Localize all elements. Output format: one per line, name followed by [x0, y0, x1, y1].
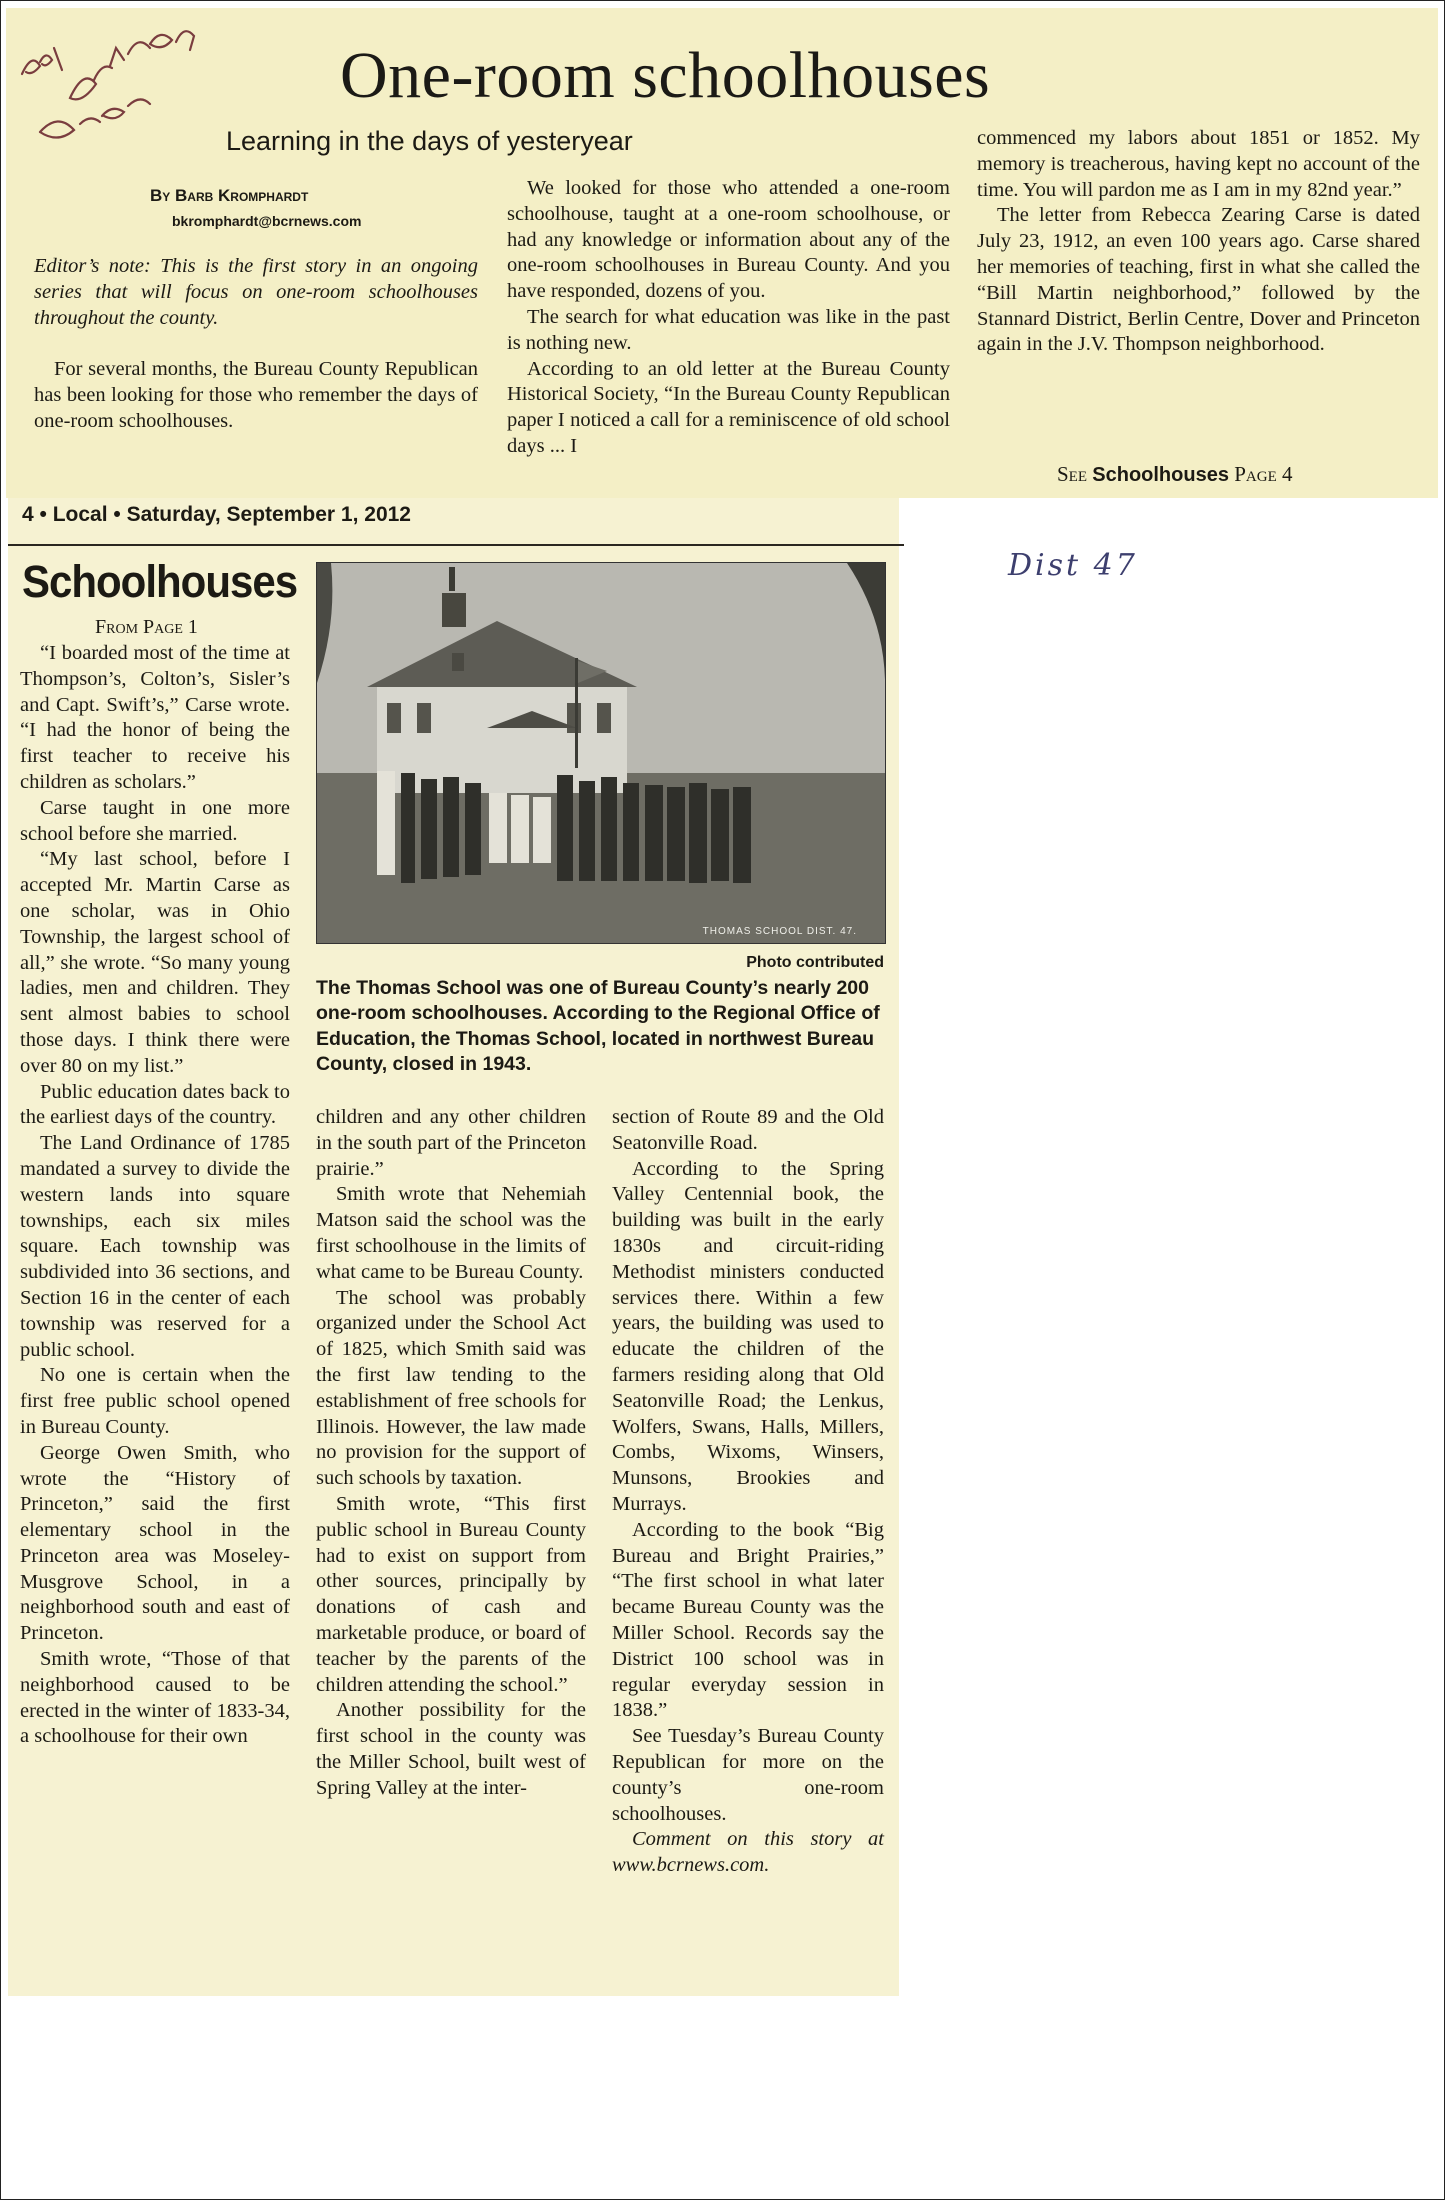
folio-rule: [8, 544, 904, 546]
see-prefix: See: [1057, 462, 1088, 486]
paragraph: According to the Spring Valley Centennial book, the building was built in the early 1830s and circuit-riding Methodist ministers conducted services there. Within a few years, the building was used to educate the children of the farmers residing along that Old Seatonville Road; the Lenkus, Wolfers, Swans, Halls, Millers, Combs, Wixoms, Winsers, Munsons, Brookies and Murrays.: [612, 1157, 884, 1515]
paragraph: Smith wrote that Nehemiah Matson said the school was the first schoolhouse in the limits of what came to be Bureau County.: [316, 1183, 586, 1283]
jump-headline: Schoolhouses: [22, 556, 298, 607]
see-target: Schoolhouses: [1092, 464, 1229, 486]
byline: By Barb Kromphardt: [150, 186, 309, 205]
paragraph: No one is certain when the first free public school opened in Bureau County.: [20, 1364, 290, 1438]
author-email: bkromphardt@bcrnews.com: [172, 213, 362, 229]
paragraph: Another possibility for the first school in the county was the Miller School, built west of Spring Valley at the inter-: [316, 1699, 586, 1799]
paragraph: Public education dates back to the earliest days of the country.: [20, 1080, 290, 1129]
see-page: Page 4: [1234, 462, 1293, 486]
page-folio: 4 • Local • Saturday, September 1, 2012: [22, 503, 411, 526]
paragraph: For several months, the Bureau County Republican has been looking for those who remember the days of one-room schoolhouses.: [34, 358, 478, 432]
paragraph: “My last school, before I accepted Mr. Martin Carse as one scholar, was in Ohio Township, the largest school of all,” she wrote. “So many young ladies, men and children. They sent almost babies to school those days. I think there were over 80 on my list.”: [20, 848, 290, 1077]
paragraph: section of Route 89 and the Old Seatonville Road.: [612, 1106, 884, 1154]
front-column-2: [507, 176, 950, 460]
editors-note: Editor’s note: This is the first story in an ongoing series that will focus on one-room schoolhouses throughout the county.: [34, 255, 478, 329]
jump-column-2: [316, 1105, 586, 1802]
from-page-label: From Page 1: [95, 616, 198, 638]
photo-credit: Photo contributed: [746, 954, 884, 971]
subheadline: Learning in the days of yesteryear: [226, 126, 633, 156]
comment-prompt: Comment on this story at www.bcrnews.com.: [612, 1828, 884, 1877]
paragraph: See Tuesday’s Bureau County Republican for more on the county’s one-room schoolhouses.: [612, 1725, 884, 1825]
paragraph: According to an old letter at the Bureau County Historical Society, “In the Bureau County Republican paper I noticed a call for a reminiscence of old school days ... I: [507, 357, 950, 457]
photo-inscription: THOMAS SCHOOL DIST. 47.: [702, 926, 857, 937]
handwritten-date-note: [10, 14, 230, 164]
paragraph: Carse taught in one more school before she married.: [20, 796, 290, 845]
paragraph: Smith wrote, “Those of that neighborhood caused to be erected in the winter of 1833-34, a schoolhouse for their own: [20, 1648, 290, 1748]
schoolhouse-photo-illustration: [317, 563, 885, 943]
paragraph: children and any other children in the south part of the Princeton prairie.”: [316, 1106, 586, 1180]
paragraph: Smith wrote, “This first public school in Bureau County had to exist on support from other sources, principally by donations of cash and marketable produce, or board of teacher by the parents of the children attending the school.”: [316, 1492, 586, 1696]
jump-column-1: [20, 641, 290, 1750]
handwritten-district-note: Dist 47: [1008, 548, 1138, 583]
paragraph: George Owen Smith, who wrote the “History of Princeton,” said the first elementary school in the Princeton area was Moseley-Musgrove School, in a neighborhood south and east of Princeton.: [20, 1441, 290, 1645]
front-column-3: [977, 126, 1420, 358]
headline: One-room schoolhouses: [340, 39, 991, 112]
paragraph: The Land Ordinance of 1785 mandated a survey to divide the western lands into square townships, each six miles square. Each township was subdivided into 36 sections, and Section 16 in the center of each township was reserved for a public school.: [20, 1132, 290, 1361]
paragraph: We looked for those who attended a one-room schoolhouse, taught at a one-room schoolhouse, or had any knowledge or information about any of the one-room schoolhouses in Bureau County. And you have responded, dozens of you.: [507, 177, 950, 303]
jump-reference: [1057, 462, 1377, 487]
paragraph: The letter from Rebecca Zearing Carse is dated July 23, 1912, an even 100 years ago. Carse shared her memories of teaching, first in what she called the “Bill Martin neighborhood,” followed by the Stannard District, Berlin Centre, Dover and Princeton again in the J.V. Thompson neighborhood.: [977, 204, 1420, 356]
paragraph: “I boarded most of the time at Thompson’s, Colton’s, Sisler’s and Capt. Swift’s,” Carse wrote. “I had the honor of being the first teacher to receive his children as scholars.”: [20, 642, 290, 793]
paragraph: The search for what education was like in the past is nothing new.: [507, 305, 950, 354]
paragraph: According to the book “Big Bureau and Bright Prairies,” “The first school in what later became Bureau County was the Miller School. Records say the District 100 school was in regular everyday session in 1838.”: [612, 1518, 884, 1722]
jump-column-3: [612, 1105, 884, 1879]
paragraph: The school was probably organized under the School Act of 1825, which Smith said was the first law tending to the establishment of free schools for Illinois. However, the law made no provision for the support of such schools by taxation.: [316, 1286, 586, 1490]
paragraph: commenced my labors about 1851 or 1852. My memory is treacherous, having kept no account of the time. You will pardon me as I am in my 82nd year.”: [977, 127, 1420, 201]
photo-caption: The Thomas School was one of Bureau County’s nearly 200 one-room schoolhouses. According to the Regional Office of Education, the Thomas School, located in northwest Bureau County, closed in 1943.: [316, 977, 880, 1076]
schoolhouse-photo: [316, 562, 886, 944]
front-column-1: [34, 254, 478, 435]
